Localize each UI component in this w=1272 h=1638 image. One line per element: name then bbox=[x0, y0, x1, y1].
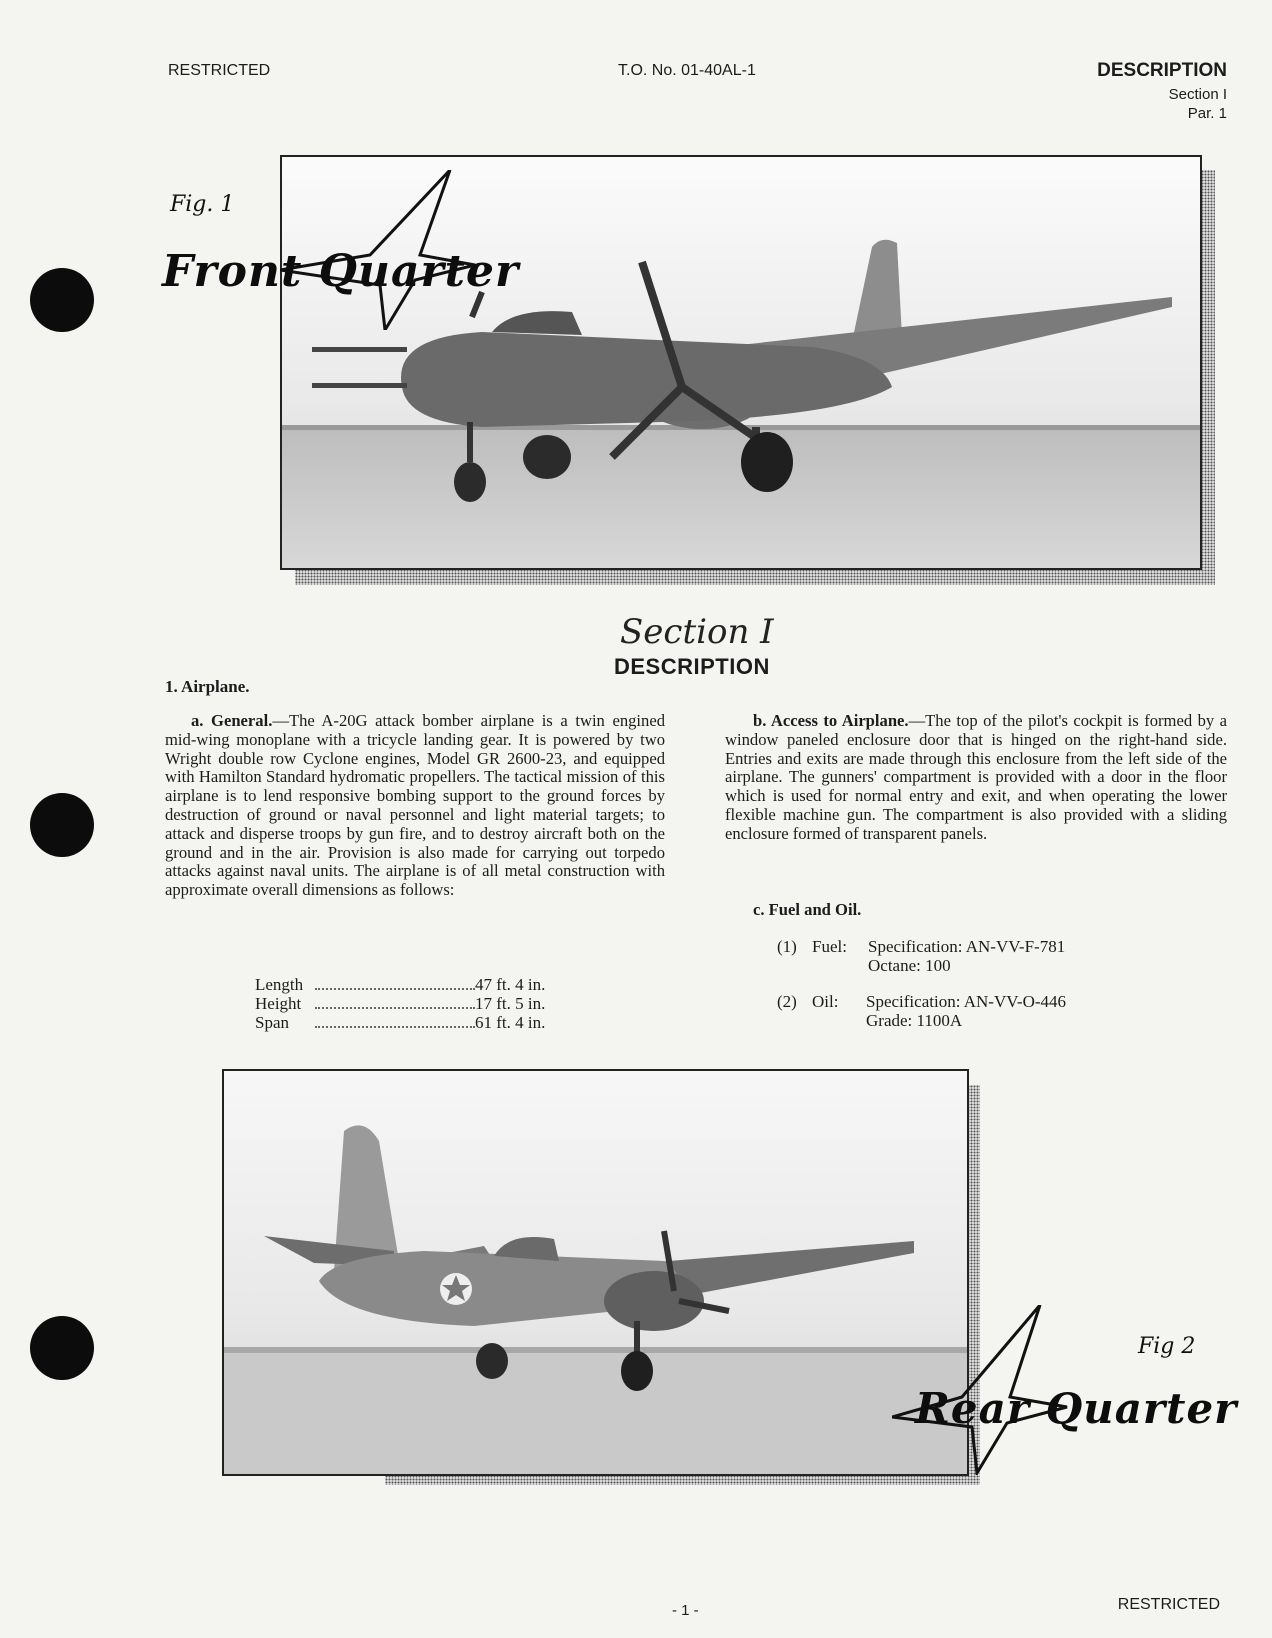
dimension-name: Length bbox=[255, 975, 306, 995]
oil-grade: Grade: 1100A bbox=[866, 1011, 963, 1030]
access-label: b. Access to Airplane. bbox=[753, 711, 909, 730]
footer-restricted: RESTRICTED bbox=[1117, 1596, 1220, 1613]
oil-spec: Specification: AN-VV-O-446 bbox=[866, 992, 1067, 1011]
dimension-value: 47 ft. 4 in. bbox=[475, 975, 546, 994]
header-to-number: T.O. No. 01-40AL-1 bbox=[618, 62, 756, 79]
section-script-title: Section I bbox=[620, 612, 774, 652]
access-paragraph bbox=[725, 712, 1227, 844]
header-restricted: RESTRICTED bbox=[168, 62, 271, 79]
fuel-number: (1) bbox=[777, 937, 797, 956]
dimension-value: 61 ft. 4 in. bbox=[475, 1013, 546, 1032]
binder-hole bbox=[30, 793, 94, 857]
dimension-name: Height bbox=[255, 994, 304, 1014]
dimension-name: Span bbox=[255, 1013, 292, 1033]
figure-2-title: Rear Quarter bbox=[915, 1384, 1238, 1433]
page-number: - 1 - bbox=[672, 1602, 699, 1619]
fuel-grade: Octane: 100 bbox=[868, 956, 951, 975]
header-section: Section I bbox=[1168, 86, 1227, 103]
figure-1-label: Fig. 1 bbox=[170, 192, 235, 217]
dimension-row bbox=[255, 975, 575, 995]
general-paragraph bbox=[165, 712, 665, 900]
header-paragraph: Par. 1 bbox=[1187, 105, 1227, 122]
oil-number: (2) bbox=[777, 992, 797, 1011]
header-description: DESCRIPTION bbox=[1097, 60, 1227, 81]
dot-leader bbox=[315, 988, 475, 990]
rear-quarter-airplane-image bbox=[224, 1071, 967, 1474]
rear-quarter-photo bbox=[222, 1069, 969, 1476]
oil-label: Oil: bbox=[812, 992, 839, 1011]
access-text: —The top of the pilot's cockpit is formed by a window paneled enclosure door that is hinged on the right-hand side. Entries and exits are made through this enclosure from the left side of the airplane. The gunners' compartment is provided with a door in the floor which is used for normal entry and exit, and when operating the lower flexible machine gun. The compartment is also provided with a sliding enclosure formed of transparent panels. bbox=[725, 711, 1227, 843]
fuel-oil-heading: c. Fuel and Oil. bbox=[753, 900, 862, 919]
general-text: —The A-20G attack bomber airplane is a twin engined mid-wing monoplane with a tricycle landing gear. It is powered by two Wright double row Cyclone engines, Model GR 2600-23, and equipped with Hamilton Standard hydromatic propellers. The tactical mission of this airplane is to lend responsive bombing support to the ground forces by destruction of ground or naval personnel and light material targets; to attack and disperse troops by gun fire, and to destroy aircraft both on the ground and in the air. Provision is also made for carrying out torpedo attacks against naval units. The airplane is of all metal construction with approximate overall dimensions as follows: bbox=[165, 711, 665, 900]
binder-hole bbox=[30, 268, 94, 332]
dimension-row bbox=[255, 1013, 575, 1033]
figure-2-label: Fig 2 bbox=[1138, 1334, 1196, 1359]
dimension-row bbox=[255, 994, 575, 1014]
section-heading: DESCRIPTION bbox=[614, 654, 770, 679]
fuel-spec: Specification: AN-VV-F-781 bbox=[868, 937, 1066, 956]
dot-leader bbox=[315, 1007, 475, 1009]
binder-hole bbox=[30, 1316, 94, 1380]
fuel-label: Fuel: bbox=[812, 937, 847, 956]
general-label: a. General. bbox=[191, 711, 273, 730]
paragraph-heading: 1. Airplane. bbox=[165, 677, 250, 696]
dot-leader bbox=[315, 1026, 475, 1028]
dimension-value: 17 ft. 5 in. bbox=[475, 994, 546, 1013]
figure-1-title: Front Quarter bbox=[162, 246, 520, 297]
